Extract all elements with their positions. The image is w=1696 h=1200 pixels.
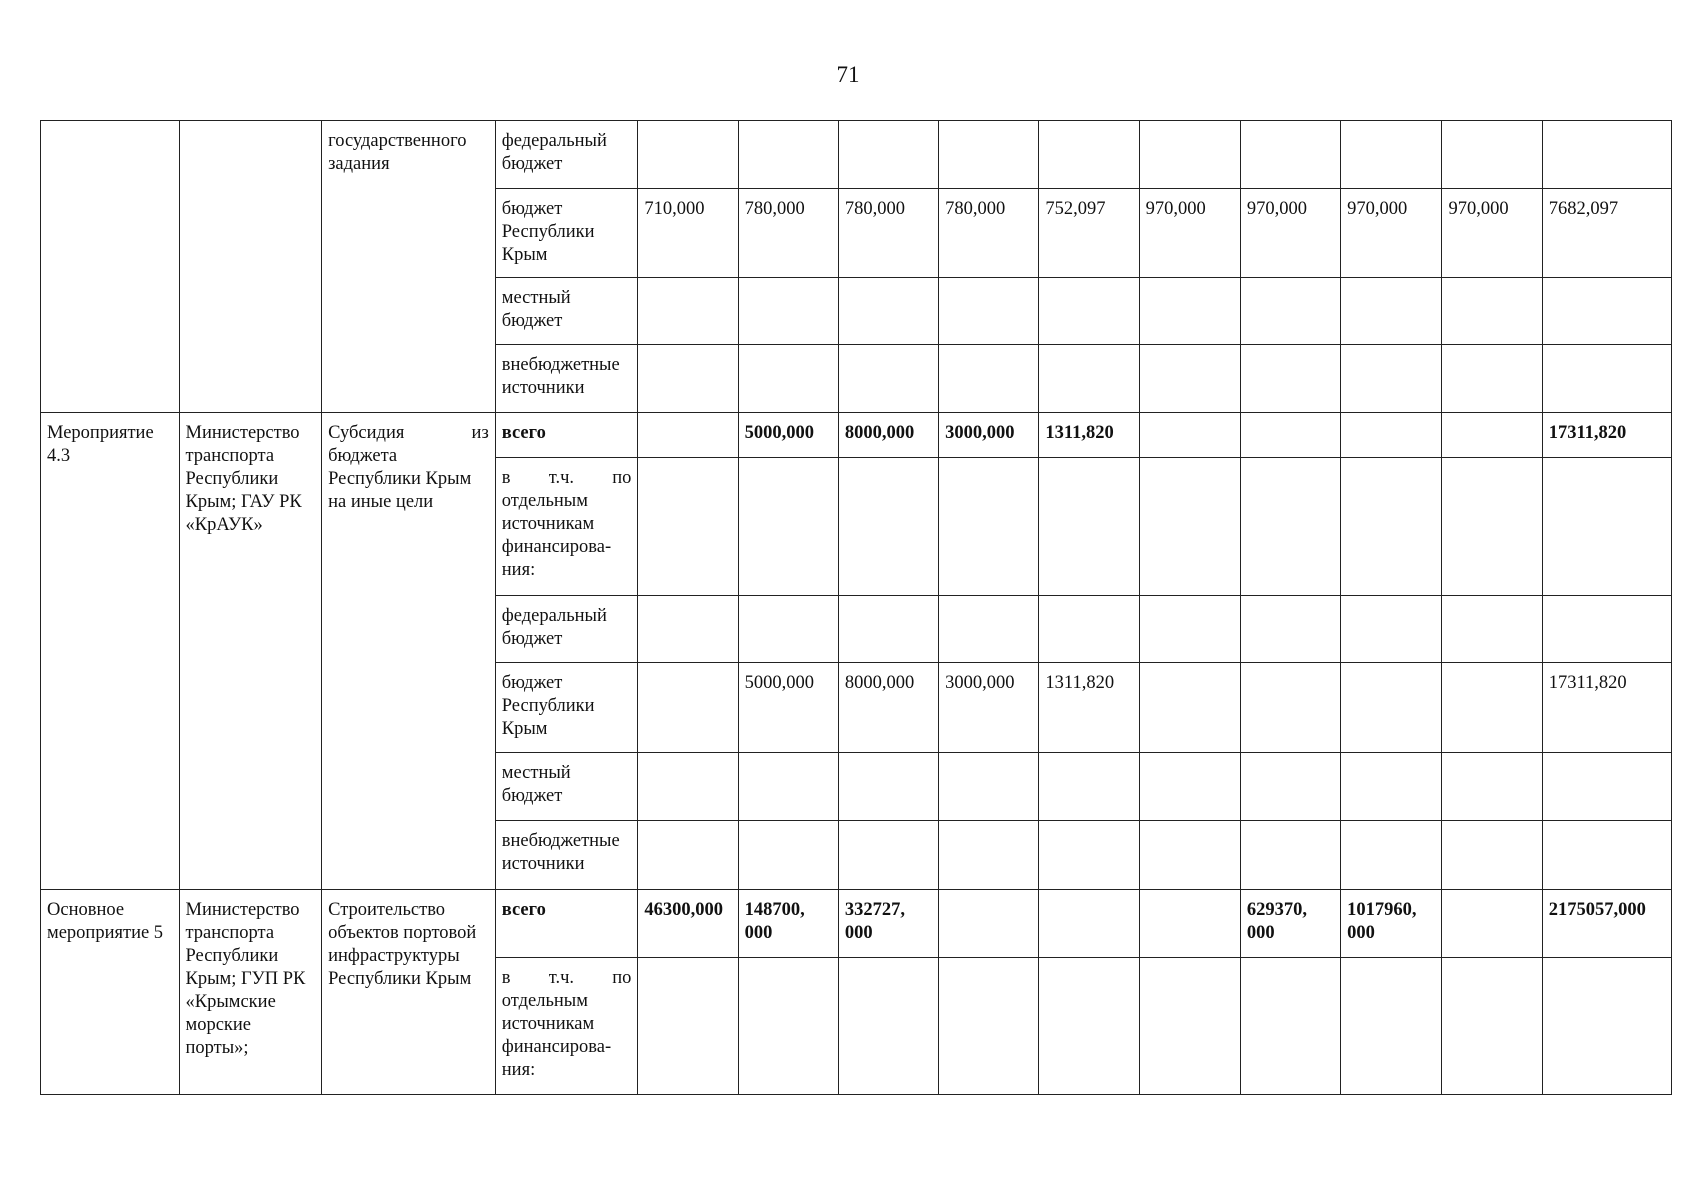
value-cell [1139, 413, 1240, 458]
measure-name-cell: государственного задания [322, 121, 496, 413]
value-cell: 970,000 [1240, 189, 1340, 278]
value-cell: 780,000 [738, 189, 838, 278]
measure-cell: Основное мероприятие 5 [41, 890, 180, 1095]
value-cell: 780,000 [939, 189, 1039, 278]
value-cell: 3000,000 [939, 413, 1039, 458]
value-cell [1240, 663, 1340, 753]
value-cell: 8000,000 [838, 663, 938, 753]
measure-name-cell: Субсидия из бюджета Республики Крым на иные цели [322, 413, 496, 890]
source-label-cell: внебюджетные источники [495, 821, 638, 890]
source-label-cell: всего [495, 413, 638, 458]
value-cell: 1311,820 [1039, 663, 1139, 753]
measure-cell [41, 121, 180, 413]
page-number: 71 [836, 62, 860, 87]
value-cell [939, 890, 1039, 958]
value-cell: 1311,820 [1039, 413, 1139, 458]
source-label-cell: внебюджетные источники [495, 345, 638, 413]
source-label-cell: федеральный бюджет [495, 121, 638, 189]
value-cell [638, 413, 738, 458]
value-cell: 17311,820 [1542, 413, 1671, 458]
value-cell: 1017960, 000 [1341, 890, 1442, 958]
value-cell [1039, 890, 1139, 958]
value-cell: 148700, 000 [738, 890, 838, 958]
value-cell: 46300,000 [638, 890, 738, 958]
measure-cell: Мероприятие 4.3 [41, 413, 180, 890]
table-row [41, 121, 1672, 189]
source-label-cell: всего [495, 890, 638, 958]
executor-cell: Министерство транспорта Республики Крым; ГУП РК «Крымские морские порты»; [179, 890, 322, 1095]
value-cell [1341, 663, 1442, 753]
value-cell: 752,097 [1039, 189, 1139, 278]
source-label-cell: бюджет Республики Крым [495, 663, 638, 753]
value-cell: 970,000 [1341, 189, 1442, 278]
value-cell: 629370, 000 [1240, 890, 1340, 958]
value-cell: 332727, 000 [838, 890, 938, 958]
value-cell: 970,000 [1139, 189, 1240, 278]
value-cell: 710,000 [638, 189, 738, 278]
value-cell [638, 663, 738, 753]
source-label-cell: бюджет Республики Крым [495, 189, 638, 278]
value-cell [1240, 413, 1340, 458]
source-label-cell: в т.ч. по отдельным источникам финансирова-ния: [495, 458, 638, 596]
financing-table [40, 120, 1672, 1095]
source-label-cell: местный бюджет [495, 753, 638, 821]
source-label-cell: в т.ч. по отдельным источникам финансирова-ния: [495, 958, 638, 1095]
value-cell: 2175057,000 [1542, 890, 1671, 958]
table-row [41, 890, 1672, 958]
value-cell: 8000,000 [838, 413, 938, 458]
value-cell: 5000,000 [738, 663, 838, 753]
value-cell: 780,000 [838, 189, 938, 278]
value-cell [1442, 413, 1542, 458]
source-label-cell: федеральный бюджет [495, 596, 638, 663]
value-cell [1139, 890, 1240, 958]
value-cell [1442, 663, 1542, 753]
executor-cell [179, 121, 322, 413]
value-cell [1341, 413, 1442, 458]
value-cell: 970,000 [1442, 189, 1542, 278]
value-cell [1442, 890, 1542, 958]
value-cell: 17311,820 [1542, 663, 1671, 753]
executor-cell: Министерство транспорта Республики Крым; ГАУ РК «КрАУК» [179, 413, 322, 890]
value-cell: 3000,000 [939, 663, 1039, 753]
value-cell: 7682,097 [1542, 189, 1671, 278]
value-cell: 5000,000 [738, 413, 838, 458]
source-label-cell: местный бюджет [495, 278, 638, 345]
value-cell [1139, 663, 1240, 753]
table-row [41, 413, 1672, 458]
measure-name-cell: Строительство объектов портовой инфраструктуры Республики Крым [322, 890, 496, 1095]
